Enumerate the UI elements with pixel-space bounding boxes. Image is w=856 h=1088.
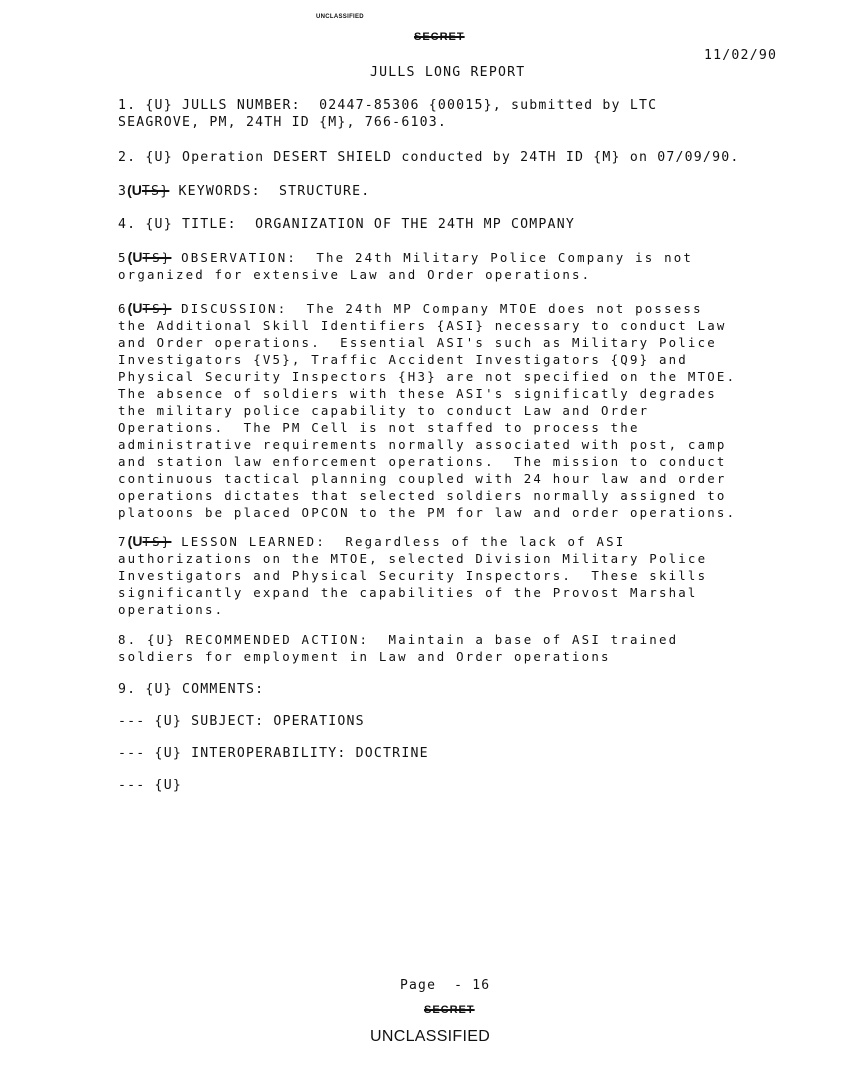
handwritten-u-marking: (U [127,300,143,316]
struck-classification: TS} [141,184,170,199]
item-9-line: 9. {U} COMMENTS: [118,682,265,697]
item-2-line: 2. {U} Operation DESERT SHIELD conducted by 24TH ID {M} on 07/09/90. [118,150,740,165]
handwritten-u-marking: (U [127,249,143,265]
secret-mark-top: SECRET [414,31,465,43]
item-7-number: 7 [118,534,128,549]
bottom-classification: UNCLASSIFIED [370,1028,491,1045]
item-3-number: 3 [118,184,128,199]
item-6-line-10: and station law enforcement operations. The mission to conduct [118,454,727,469]
item-7-line-3: Investigators and Physical Security Inspectors. These skills [118,568,708,583]
item-3-line [118,182,370,199]
struck-classification: TS} [142,250,172,265]
item-6-line-6: The absence of soldiers with these ASI's significatly degrades [118,386,717,401]
item-6-line-12: operations dictates that selected soldiers normally assigned to [118,488,727,503]
item-6-text: DISCUSSION: The 24th MP Company MTOE does not possess [171,301,703,316]
item-6-line-1 [118,300,703,317]
report-date: 11/02/90 [704,48,778,63]
item-6-line-3: and Order operations. Essential ASI's such as Military Police [118,335,717,350]
item-7-text: LESSON LEARNED: Regardless of the lack of ASI [171,534,626,549]
secret-mark-bottom: SECRET [424,1004,475,1016]
item-3-text: KEYWORDS: STRUCTURE. [169,184,371,199]
item-6-line-7: the military police capability to conduct Law and Order [118,403,650,418]
item-6-number: 6 [118,301,128,316]
struck-classification: TS} [142,534,172,549]
item-1-line-2: SEAGROVE, PM, 24TH ID {M}, 766-6103. [118,115,448,130]
item-6-line-2: the Additional Skill Identifiers {ASI} necessary to conduct Law [118,318,727,333]
item-8-line-2: soldiers for employment in Law and Order operations [118,649,611,664]
item-7-line-2: authorizations on the MTOE, selected Division Military Police [118,551,708,566]
item-6-line-9: administrative requirements normally associated with post, camp [118,437,727,452]
item-1-line-1: 1. {U} JULLS NUMBER: 02447-85306 {00015}, submitted by LTC [118,98,658,113]
handwritten-u-marking: (U [127,182,142,198]
item-6-line-11: continuous tactical planning coupled with 24 hour law and order [118,471,727,486]
subitem-empty: --- {U} [118,778,182,793]
item-6-line-8: Operations. The PM Cell is not staffed to process the [118,420,640,435]
item-8-line-1: 8. {U} RECOMMENDED ACTION: Maintain a base of ASI trained [118,632,679,647]
item-5-text: OBSERVATION: The 24th Military Police Company is not [171,250,694,265]
item-5-number: 5 [118,250,128,265]
struck-classification: TS} [142,301,172,316]
handwritten-u-marking: (U [127,533,143,549]
item-6-line-13: platoons be placed OPCON to the PM for law and order operations. [118,505,737,520]
item-5-line-2: organized for extensive Law and Order operations. [118,267,592,282]
top-classification: UNCLASSIFIED [316,14,364,20]
item-7-line-4: significantly expand the capabilities of the Provost Marshal [118,585,698,600]
subitem-interoperability: --- {U} INTEROPERABILITY: DOCTRINE [118,746,429,761]
page-number: Page - 16 [400,978,491,993]
item-7-line-1 [118,533,625,550]
item-6-line-5: Physical Security Inspectors {H3} are not specified on the MTOE. [118,369,737,384]
subitem-subject: --- {U} SUBJECT: OPERATIONS [118,714,365,729]
item-6-line-4: Investigators {V5}, Traffic Accident Investigators {Q9} and [118,352,688,367]
item-4-line: 4. {U} TITLE: ORGANIZATION OF THE 24TH MP COMPANY [118,217,575,232]
item-7-line-5: operations. [118,602,225,617]
item-5-line-1 [118,249,693,266]
report-title: JULLS LONG REPORT [370,65,526,80]
